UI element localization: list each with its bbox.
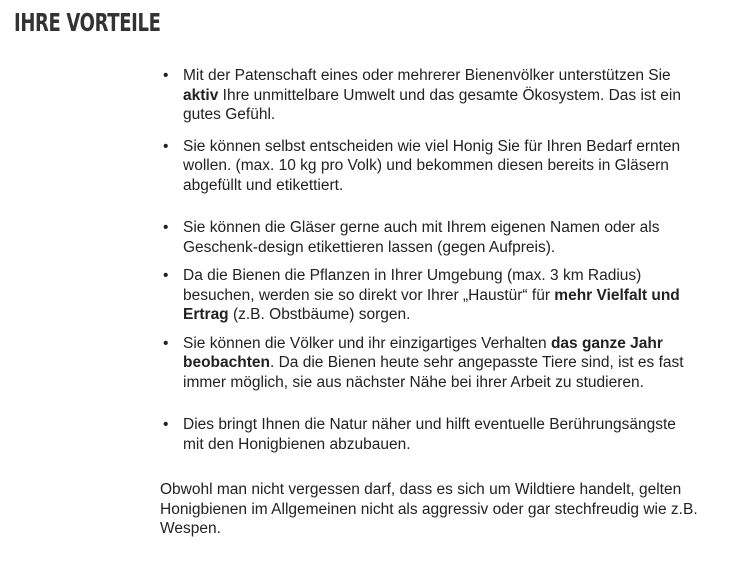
benefit-item-patenschaft (160, 66, 700, 125)
benefit-text: Sie können selbst entscheiden wie viel Honig Sie für Ihren Bedarf ernten wollen. (max. 10 kg pro Volk) und bekommen diesen bereits in Gläsern abgefüllt und etikettiert. (183, 137, 681, 194)
benefit-text: Dies bringt Ihnen die Natur näher und hilft eventuelle Berührungsängste mit den Honigbienen abzubauen. (183, 416, 676, 453)
benefit-item-pflanzen (160, 266, 700, 325)
benefit-text: Sie können die Gläser gerne auch mit Ihrem eigenen Namen oder als Geschenk-design etikettieren lassen (gegen Aufpreis). (183, 219, 660, 256)
benefit-text: Da die Bienen die Pflanzen in Ihrer Umgebung (max. 3 km Radius) besuchen, werden sie so direkt vor Ihrer „Haustür“ für (183, 267, 642, 304)
bullet-icon: • (163, 334, 169, 352)
bullet-icon: • (163, 67, 169, 84)
benefit-text: (z.B. Obstbäume) sorgen. (228, 306, 411, 323)
benefit-emphasis: mehr Vielfalt und Ertrag (183, 286, 680, 323)
bullet-icon: • (163, 137, 169, 155)
benefit-text: Sie können die Völker und ihr einzigartiges Verhalten (183, 334, 551, 352)
benefit-text: Ihre unmittelbare Umwelt und das gesamte Ökosystem. Das ist ein gutes Gefühl. (183, 86, 681, 123)
bullet-icon: • (163, 219, 169, 236)
benefit-item-honig (160, 137, 700, 196)
benefit-item-beobachten (160, 334, 700, 393)
section-title: IHRE VORTEILE (14, 8, 161, 37)
benefit-emphasis: aktiv (183, 86, 219, 104)
benefit-item-natur (160, 415, 700, 454)
benefits-content (160, 66, 700, 539)
bullet-icon: • (163, 267, 169, 284)
bullet-icon: • (163, 416, 169, 433)
benefit-item-glaeser (160, 218, 700, 257)
benefit-emphasis: das ganze Jahr beobachten (183, 334, 663, 371)
benefits-list (160, 66, 700, 454)
closing-paragraph: Obwohl man nicht vergessen darf, dass es sich um Wildtiere handelt, gelten Honigbienen im Allgemeinen nicht als aggressiv oder gar stechfreudig wie z.B. Wespen. (160, 481, 698, 537)
benefit-text: Mit der Patenschaft eines oder mehrerer Bienenvölker unterstützen Sie (183, 67, 671, 84)
benefit-text: . Da die Bienen heute sehr angepasste Tiere sind, ist es fast immer möglich, sie aus nächster Nähe bei ihrer Arbeit zu studieren. (183, 354, 684, 391)
